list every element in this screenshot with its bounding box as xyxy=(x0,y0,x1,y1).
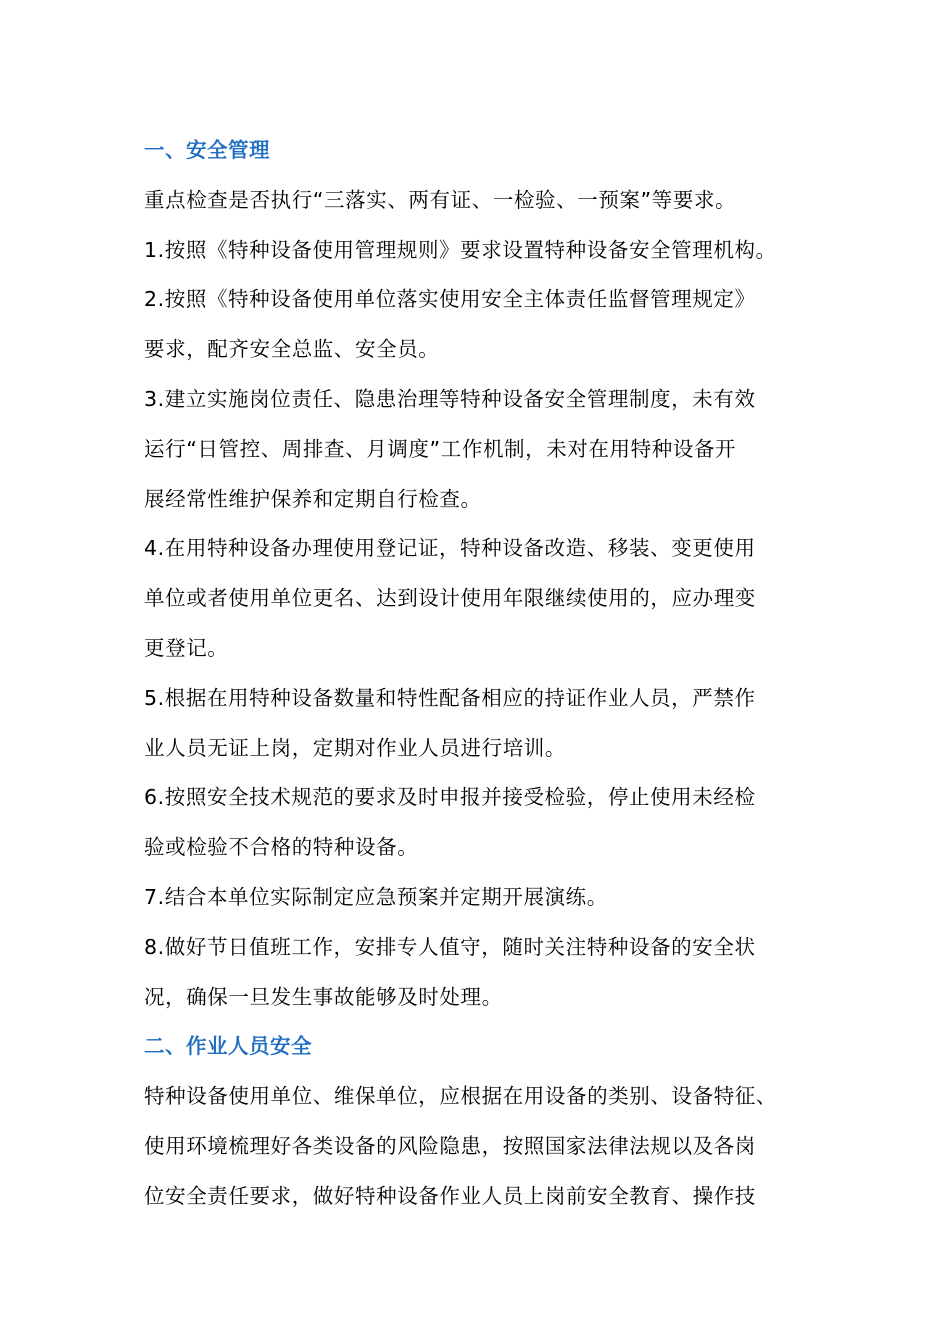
text-line: 展经常性维护保养和定期自行检查。 xyxy=(144,486,482,511)
document-body xyxy=(144,126,824,1222)
text-line: 特种设备使用单位、维保单位，应根据在用设备的类别、设备特征、 xyxy=(144,1084,777,1109)
text-line: 5.根据在用特种设备数量和特性配备相应的持证作业人员，严禁作 xyxy=(144,685,756,710)
text-line: 1.按照《特种设备使用管理规则》要求设置特种设备安全管理机构。 xyxy=(144,237,777,262)
text-line: 4.在用特种设备办理使用登记证，特种设备改造、移装、变更使用 xyxy=(144,536,756,561)
text-line: 验或检验不合格的特种设备。 xyxy=(144,835,419,860)
text-line: 更登记。 xyxy=(144,635,229,660)
paragraph xyxy=(144,524,824,673)
paragraph xyxy=(144,674,824,774)
paragraph xyxy=(144,873,824,923)
text-line: 运行“日管控、周排查、月调度”工作机制，未对在用特种设备开 xyxy=(144,436,737,461)
text-line: 重点检查是否执行“三落实、两有证、一检验、一预案”等要求。 xyxy=(144,187,737,212)
text-line: 使用环境梳理好各类设备的风险隐患，按照国家法律法规以及各岗 xyxy=(144,1133,756,1158)
section-heading: 二、作业人员安全 xyxy=(144,1034,312,1059)
paragraph xyxy=(144,1072,824,1221)
text-line: 业人员无证上岗，定期对作业人员进行培训。 xyxy=(144,735,566,760)
text-line: 2.按照《特种设备使用单位落实使用安全主体责任监督管理规定》 xyxy=(144,287,756,312)
text-line: 7.结合本单位实际制定应急预案并定期开展演练。 xyxy=(144,884,608,909)
paragraph xyxy=(144,226,824,276)
text-line: 单位或者使用单位更名、达到设计使用年限继续使用的，应办理变 xyxy=(144,586,756,611)
paragraph xyxy=(144,176,824,226)
text-line: 3.建立实施岗位责任、隐患治理等特种设备安全管理制度，未有效 xyxy=(144,386,756,411)
text-line: 要求，配齐安全总监、安全员。 xyxy=(144,337,440,362)
paragraph xyxy=(144,375,824,524)
text-line: 位安全责任要求，做好特种设备作业人员上岗前安全教育、操作技 xyxy=(144,1183,756,1208)
paragraph xyxy=(144,275,824,375)
text-line: 6.按照安全技术规范的要求及时申报并接受检验，停止使用未经检 xyxy=(144,785,756,810)
paragraph xyxy=(144,923,824,1023)
section-heading: 一、安全管理 xyxy=(144,138,270,162)
paragraph xyxy=(144,773,824,873)
text-line: 况，确保一旦发生事故能够及时处理。 xyxy=(144,984,503,1009)
text-line: 8.做好节日值班工作，安排专人值守，随时关注特种设备的安全状 xyxy=(144,934,756,959)
